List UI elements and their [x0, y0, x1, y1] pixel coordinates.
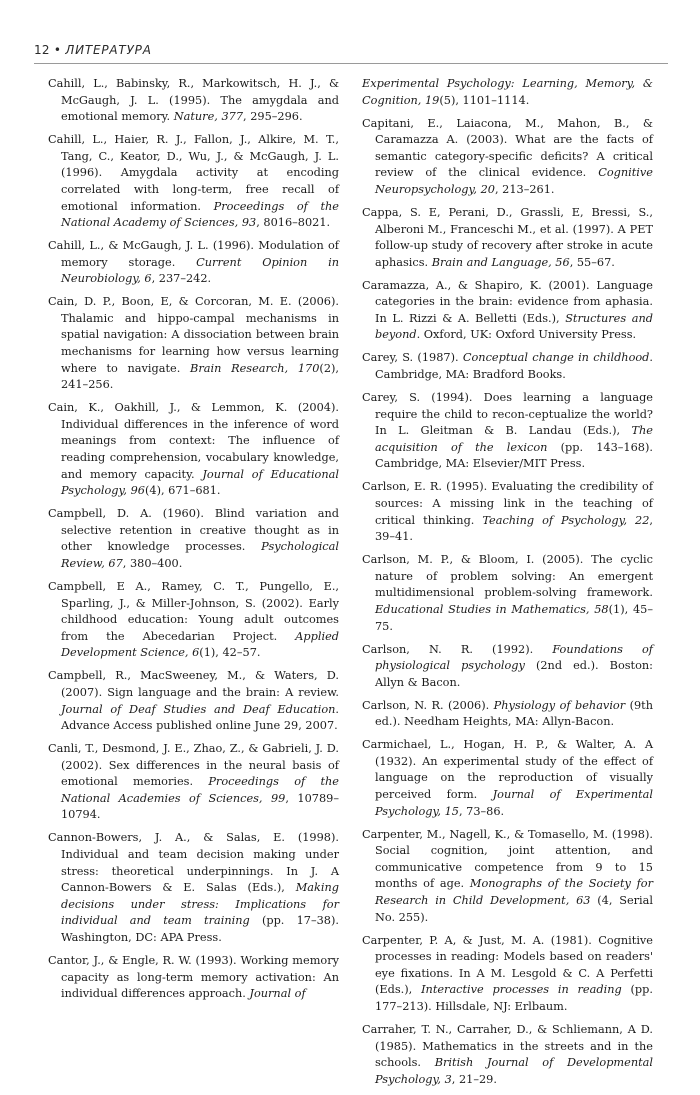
reference-italic: The acquisition of the lexicon	[375, 424, 653, 454]
reference-text: Carpenter, M., Nagell, K., & Tomasello, M. (1998). Social cognition, joint attention, and communicative competence from 9 to 15 months of age.	[362, 827, 653, 891]
reference-italic: Journal of Educational Psychology, 96	[61, 467, 339, 498]
reference-italic: Monographs of the Society for Research in Child Development, 63	[375, 877, 654, 908]
reference-italic: Conceptual change in childhood	[462, 351, 650, 365]
running-header	[34, 43, 152, 57]
right-column	[362, 76, 653, 1095]
reference-entry	[362, 552, 653, 635]
reference-text: (pp. 177–213). Hillsdale, NJ: Erlbaum.	[375, 983, 653, 1013]
header-title: ЛИТЕРАТУРА	[65, 43, 152, 57]
reference-italic: Teaching of Psychology, 22	[482, 513, 650, 527]
reference-italic: British Journal of Developmental Psychology, 3	[375, 1056, 653, 1086]
reference-italic: Structures and beyond	[375, 311, 653, 342]
reference-text: Carlson, E. R. (1995). Evaluating the credibility of sources: A missing link in the teaching of critical thinking.	[362, 480, 653, 527]
reference-text: (5), 1101–1114.	[439, 93, 530, 107]
reference-entry	[48, 294, 339, 394]
reference-italic: Psychological Review, 67	[61, 540, 339, 570]
reference-text: Campbell, D. A. (1960). Blind variation and selective retention in creative thought as in other knowledge processes.	[48, 507, 339, 554]
reference-entry	[362, 642, 653, 692]
reference-text: Cappa, S. E, Perani, D., Grassli, E, Bressi, S., Alberoni M., Franceschi M., et al. (1997). A PET follow-up study of recovery after stroke in acute aphasics.	[362, 205, 653, 269]
reference-entry	[362, 1022, 653, 1088]
reference-text: Carey, S. (1987).	[362, 351, 463, 365]
reference-text: (1), 45–75.	[375, 602, 653, 633]
reference-entry	[362, 76, 653, 109]
reference-text: . Cambridge, MA: Bradford Books.	[375, 351, 653, 382]
reference-text: Canli, T., Desmond, J. E., Zhao, Z., & Gabrieli, J. D. (2002). Sex differences in the neural basis of emotional memories.	[48, 742, 339, 789]
reference-entry	[48, 76, 339, 126]
header-rule	[34, 63, 668, 64]
reference-entry	[362, 350, 653, 383]
reference-entry	[48, 830, 339, 946]
reference-text: (4), 671–681.	[144, 484, 221, 498]
left-column	[48, 76, 339, 1009]
reference-italic: Brain Research, 170	[190, 361, 320, 375]
reference-text: (4, Serial No. 255).	[375, 894, 653, 924]
reference-text: Cain, K., Oakhill, J., & Lemmon, K. (2004). Individual differences in the inference of word meanings from context: The influence of reading comprehension, vocabulary knowledge, and memory capacity.	[48, 401, 339, 481]
reference-entry	[48, 400, 339, 500]
reference-text: Campbell, R., MacSweeney, M., & Waters, D. (2007). Sign language and the brain: A review.	[48, 669, 339, 699]
reference-italic: Journal of Experimental Psychology, 15	[375, 788, 653, 818]
reference-italic: Nature, 377	[173, 110, 244, 124]
reference-text: (pp. 143–168). Cambridge, MA: Elsevier/MIT Press.	[375, 440, 653, 471]
reference-text: . Oxford, UK: Oxford University Press.	[416, 328, 637, 342]
reference-italic: Proceedings of the National Academy of Sciences, 93	[61, 199, 339, 230]
reference-text: (pp. 17–38). Washington, DC: APA Press.	[61, 914, 339, 945]
reference-text: , 213–261.	[494, 182, 555, 196]
reference-italic: Foundations of physiological psychology	[375, 642, 653, 673]
reference-italic: Applied Development Science, 6	[61, 629, 339, 660]
reference-italic: Proceedings of the National Academies of Sciences, 99	[61, 775, 339, 805]
reference-text: Caramazza, A., & Shapiro, K. (2001). Language categories in the brain: evidence from aphasia. In L. Rizzi & A. Belletti (Eds.),	[362, 278, 653, 325]
reference-entry	[362, 479, 653, 545]
reference-text: (2), 241–256.	[61, 361, 339, 392]
reference-entry	[362, 737, 653, 820]
reference-entry	[362, 390, 653, 473]
reference-entry	[362, 278, 653, 344]
reference-entry	[362, 933, 653, 1016]
reference-text: Campbell, E A., Ramey, C. T., Pungello, E., Sparling, J., & Miller-Johnson, S. (2002). Early childhood education: Young adult outcomes from the Abecedarian Project.	[48, 579, 339, 643]
reference-text: , 39–41.	[375, 513, 653, 544]
reference-text: , 73–86.	[458, 804, 505, 818]
reference-text: , 295–296.	[243, 110, 303, 124]
reference-italic: Cognitive Neuropsychology, 20	[375, 166, 653, 196]
reference-text: Carey, S. (1994). Does learning a language require the child to recon-ceptualize the world? In L. Gleitman & B. Landau (Eds.),	[362, 391, 653, 438]
reference-italic: Making decisions under stress: Implications for individual and team training	[61, 881, 339, 928]
reference-text: Cantor, J., & Engle, R. W. (1993). Working memory capacity as long-term memory activation: An individual differences approach.	[48, 954, 339, 1001]
reference-text: Carpenter, P. A, & Just, M. A. (1981). Cognitive processes in reading: Models based on readers' eye fixations. In A M. Lesgold & C. A Perfetti (Eds.),	[362, 933, 653, 997]
reference-italic: Educational Studies in Mathematics, 58	[375, 602, 609, 616]
reference-entry	[48, 132, 339, 232]
reference-entry	[362, 698, 653, 731]
reference-entry	[362, 205, 653, 271]
reference-italic: Journal of Deaf Studies and Deaf Education	[61, 702, 336, 716]
reference-text: , 21–29.	[451, 1072, 497, 1086]
reference-entry	[48, 668, 339, 734]
reference-entry	[48, 238, 339, 288]
reference-text: , 55–67.	[569, 255, 615, 269]
reference-text: , 380–400.	[122, 556, 183, 570]
reference-entry	[48, 953, 339, 1003]
reference-text: (1), 42–57.	[199, 646, 261, 660]
reference-text: , 8016–8021.	[256, 216, 331, 230]
reference-italic: Physiology of behavior	[493, 698, 626, 712]
reference-text: Cannon-Bowers, J. A., & Salas, E. (1998). Individual and team decision making under stress: theoretical underpinnings. In J. A Cannon-Bowers & E. Salas (Eds.),	[48, 831, 339, 895]
reference-entry	[48, 741, 339, 824]
reference-italic: Interactive processes in reading	[421, 983, 622, 997]
reference-text: Carlson, N. R. (1992).	[362, 642, 553, 656]
reference-text: Carlson, M. P., & Bloom, I. (2005). The cyclic nature of problem solving: An emergent multidimensional problem-solving framework.	[362, 553, 653, 600]
reference-text: (2nd ed.). Boston: Allyn & Bacon.	[375, 659, 653, 689]
header-bullet: •	[53, 43, 62, 57]
reference-text: (9th ed.). Needham Heights, MA: Allyn-Bacon.	[375, 698, 653, 729]
reference-text: Carlson, N. R. (2006).	[362, 698, 494, 712]
reference-text: , 10789–10794.	[61, 791, 339, 822]
reference-italic: Current Opinion in Neurobiology, 6	[61, 255, 339, 286]
reference-text: , 237–242.	[151, 272, 212, 286]
reference-text: Cahill, L., & McGaugh, J. L. (1996). Modulation of memory storage.	[48, 239, 339, 269]
reference-italic: Experimental Psychology: Learning, Memory, & Cognition, 19	[362, 77, 653, 107]
reference-italic: Journal of	[249, 987, 306, 1001]
reference-entry	[48, 506, 339, 572]
reference-text: . Advance Access published online June 29, 2007.	[61, 702, 339, 733]
reference-text: Carmichael, L., Hogan, H. P., & Walter, A. A (1932). An experimental study of the effect of language on the reproduction of visually perceived form.	[362, 738, 653, 802]
reference-text: Carraher, T. N., Carraher, D., & Schliemann, A D. (1985). Mathematics in the streets and in the schools.	[362, 1022, 653, 1070]
reference-text: Capitani, E., Laiacona, M., Mahon, B., & Caramazza A. (2003). What are the facts of semantic category-specific deficits? A critical review of the clinical evidence.	[362, 116, 653, 180]
reference-text: Cahill, L., Haier, R. J., Fallon, J., Alkire, M. T., Tang, C., Keator, D., Wu, J., & McGaugh, J. L. (1996). Amygdala activity at encoding correlated with long-term, free recall of emotional information.	[48, 133, 339, 213]
reference-entry	[362, 116, 653, 199]
reference-entry	[48, 579, 339, 662]
reference-text: Cain, D. P., Boon, E, & Corcoran, M. E. (2006). Thalamic and hippo-campal mechanisms in spatial navigation: A dissociation between brain mechanisms for learning how versus learning where to navigate.	[48, 295, 339, 375]
reference-entry	[362, 827, 653, 927]
page-number: 12	[34, 43, 50, 57]
reference-italic: Brain and Language, 56	[431, 255, 570, 269]
reference-text: Cahill, L., Babinsky, R., Markowitsch, H. J., & McGaugh, J. L. (1995). The amygdala and emotional memory.	[48, 77, 339, 124]
